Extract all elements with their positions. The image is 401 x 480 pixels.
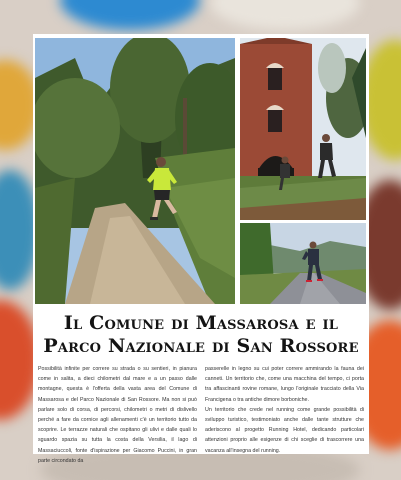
paragraph: passerelle in legno su cui poter correre ammirando la fauna dei canneti. Un territorio che, come una macchina del tempo, ci porta tra affascinanti rovine romane, lungo l'originale tracciato della Via Francigena o tra antiche dimore borboniche. bbox=[205, 366, 364, 403]
article-title bbox=[33, 312, 369, 358]
magazine-page bbox=[33, 34, 369, 464]
text-column-left bbox=[38, 364, 197, 466]
photo-trail-runner bbox=[35, 38, 235, 304]
paragraph: Possibilità infinite per correre su strada o su sentieri, in pianura come in salita, a dieci chilometri dal mare e a un passo dalle montagne, questa è l'offerta della vasta area del Comune di Massarosa e del Parco Nazionale di San Rossore. Ma non si può parlare solo di corsa, di percorsi, chilometri o metri di dislivello perché a fare da cornice agli allenamenti c'è un territorio tutto da scoprire. Le terrazze naturali che ospitano gli ulivi e dalle quali lo sguardo spazia su tutta la costa della Versilia, il lago di Massaciuccoli, fonte d'ispirazione per Giacomo Puccini, in gran parte circondato da bbox=[38, 366, 197, 464]
photo-villa-runners bbox=[240, 38, 366, 220]
paragraph: Un territorio che crede nel running come grande possibilità di sviluppo turistico, testimoniato anche dalle tante strutture che aderiscono al progetto Running Hotel, dedicando particolari attenzioni proprio alle esigenze di chi sceglie di trascorrere una vacanza all'insegna del running. bbox=[205, 406, 364, 454]
text-column-right bbox=[205, 364, 364, 466]
photo-road-runner bbox=[240, 223, 366, 304]
title-line-1: Il Comune di Massarosa e il bbox=[63, 312, 339, 334]
title-line-2: Parco Nazionale di San Rossore bbox=[43, 335, 359, 357]
article-body bbox=[38, 364, 364, 466]
